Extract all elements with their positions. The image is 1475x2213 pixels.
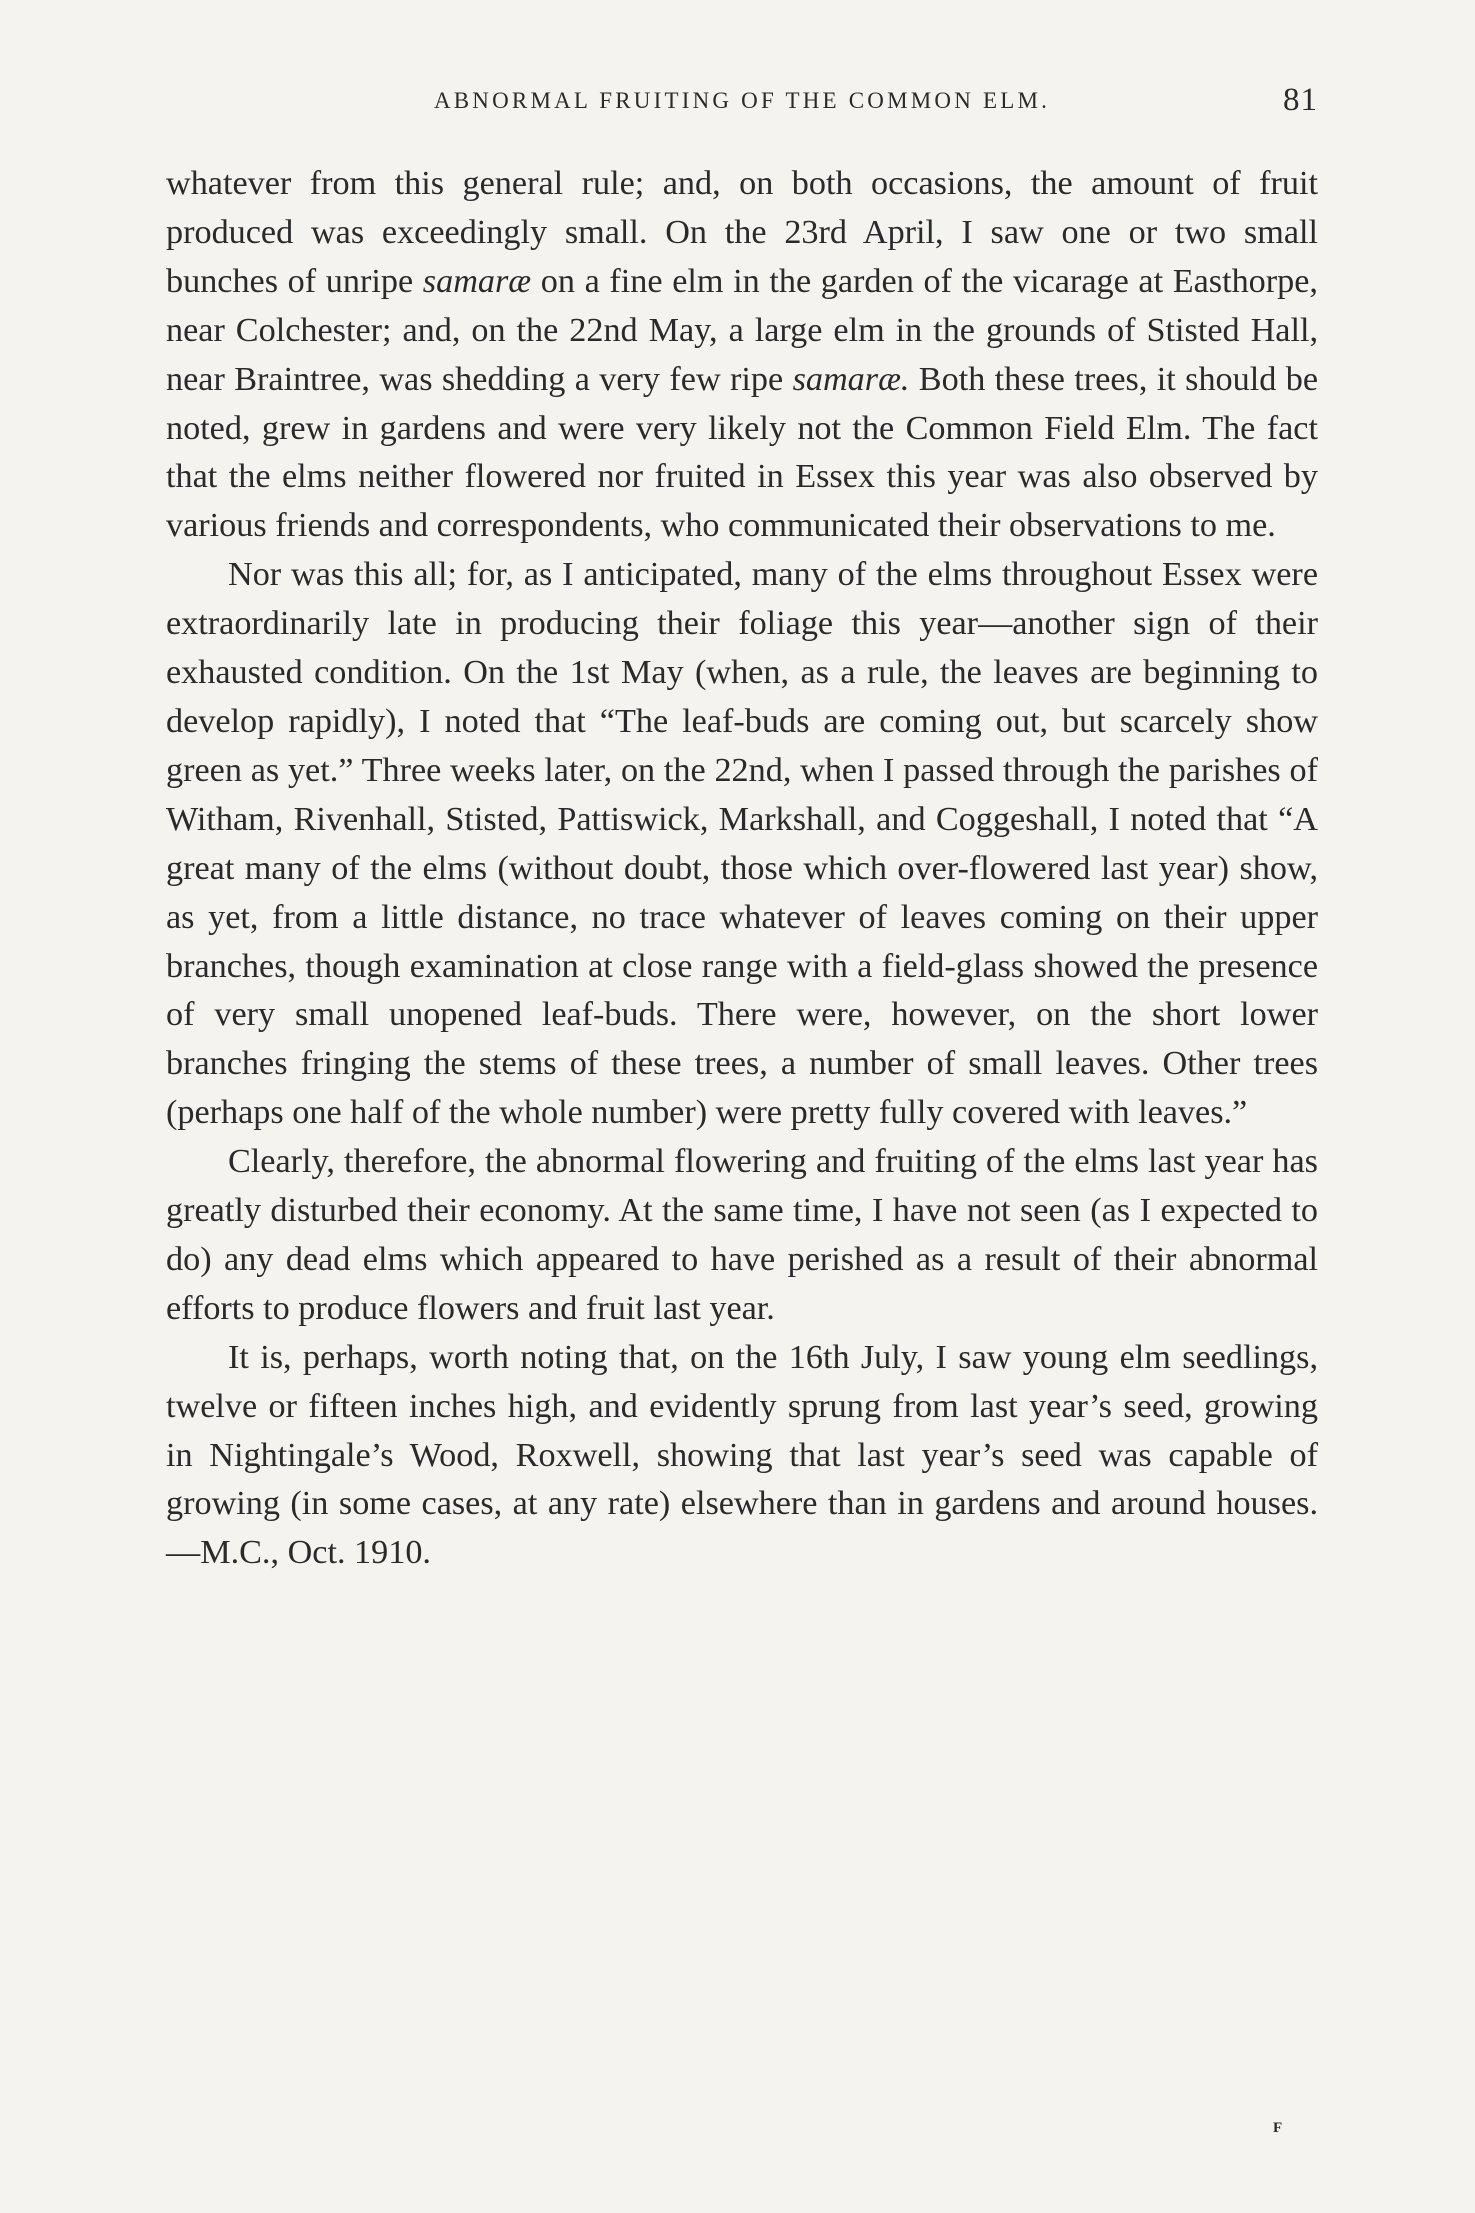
paragraph-1 (166, 160, 1318, 551)
paragraph-4: It is, perhaps, worth noting that, on the 16th July, I saw young elm seedlings, twelve or fifteen inches high, and evidently sprung from last year’s seed, growing in Nightingale’s Wood, Roxwell, showing that last year’s seed was capable of growing (in some cases, at any rate) elsewhere than in gardens and around houses.—M.C., Oct. 1910. (166, 1338, 1318, 1572)
italic-term-samarae-2: samaræ. (792, 360, 910, 398)
paragraph-1-text-c: Both these trees, it should be noted, grew in gardens and were very likely not the Common Field Elm. The fact that the elms neither flowered nor fruited in Essex this year was also observed by various friends and correspondents, who communicated their observations to me. (166, 360, 1318, 545)
page-number: 81 (1283, 82, 1318, 118)
paragraph-3: Clearly, therefore, the abnormal flowering and fruiting of the elms last year has greatly disturbed their economy. At the same time, I have not seen (as I expected to do) any dead elms which appeared to have perished as a result of their abnormal efforts to produce flowers and fruit last year. (166, 1143, 1318, 1327)
paragraph-2: Nor was this all; for, as I anticipated, many of the elms throughout Essex were extraordinarily late in producing their foliage this year—another sign of their exhausted condition. On the 1st May (when, as a rule, the leaves are beginning to develop rapidly), I noted that “The leaf-buds are coming out, but scarcely show green as yet.” Three weeks later, on the 22nd, when I passed through the parishes of Witham, Rivenhall, Stisted, Pattiswick, Markshall, and Coggeshall, I noted that “A great many of the elms (without doubt, those which over-flowered last year) show, as yet, from a little distance, no trace whatever of leaves coming on their upper branches, though examination at close range with a field-glass showed the presence of very small unopened leaf-buds. There were, however, on the short lower branches fringing the stems of these trees, a number of small leaves. Other trees (perhaps one half of the whole number) were pretty fully covered with leaves.” (166, 556, 1318, 1132)
body-text (166, 160, 1318, 1578)
running-head (166, 82, 1318, 122)
italic-term-samarae: samaræ (422, 262, 532, 300)
running-title: ABNORMAL FRUITING OF THE COMMON ELM. (433, 88, 1051, 113)
paragraph-1-text-a: whatever from this general rule; and, on both occasions, the amount of fruit produced was exceedingly small. On the 23rd April, I saw one or two small bunches of unripe (166, 165, 1318, 300)
paragraph-1-text-b: on a fine elm in the garden of the vicarage at Easthorpe, near Colchester; and, on the 22nd May, a large elm in the grounds of Stisted Hall, near Braintree, was shedding a very few ripe (166, 262, 1318, 398)
signature-mark: F (1273, 2120, 1284, 2136)
